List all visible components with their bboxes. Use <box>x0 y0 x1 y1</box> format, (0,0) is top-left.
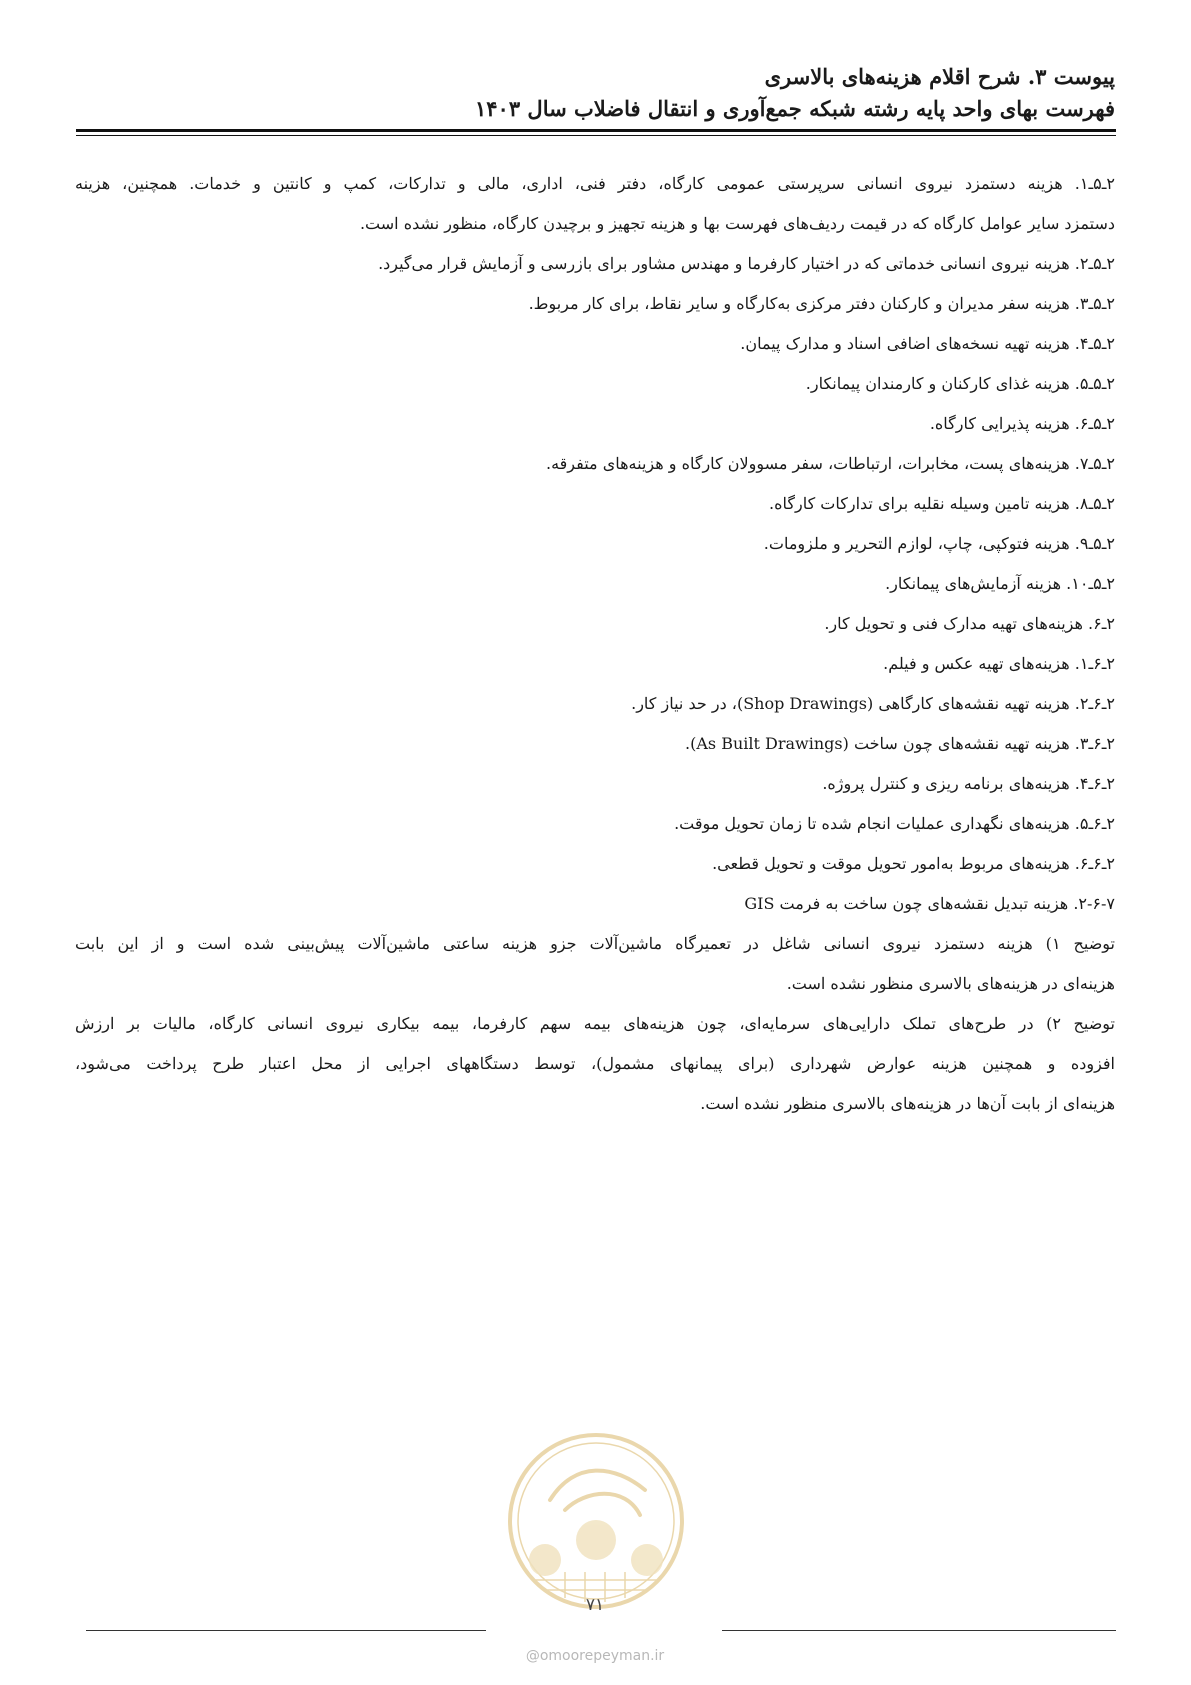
footer-rule-right <box>722 1630 1116 1631</box>
item-2-6-4: ۲ـ۶ـ۴. هزینه‌های برنامه ریزی و کنترل پروژه. <box>822 774 1115 793</box>
item-2-5-4: ۲ـ۵ـ۴. هزینه تهیه نسخه‌های اضافی اسناد و مدارک پیمان. <box>740 334 1115 353</box>
item-line: ۲ـ۵ـ۱. هزینه دستمزد نیروی انسانی سرپرستی عمومی کارگاه، دفتر فنی، اداری، مالی و تدارکات، کمپ و کانتین و خدمات. همچنین، هزینه <box>75 174 1115 193</box>
item-2-5-2: ۲ـ۵ـ۲. هزینه نیروی انسانی خدماتی که در اختیار کارفرما و مهندس مشاور برای بازرسی و آزمایش قرار می‌گیرد. <box>378 254 1115 273</box>
item-text-post: )، در حد نیاز کار. <box>631 694 744 713</box>
item-2-5-1 <box>75 164 1115 244</box>
header-rule-thick <box>76 129 1116 132</box>
item-latin-term: Shop Drawings <box>743 694 867 713</box>
item-2-5-7: ۲ـ۵ـ۷. هزینه‌های پست، مخابرات، ارتباطات، سفر مسوولان کارگاه و هزینه‌های متفرقه. <box>545 454 1115 473</box>
page-number: ۷۱ <box>585 1595 605 1615</box>
item-2-6: ۲ـ۶. هزینه‌های تهیه مدارک فنی و تحویل کار. <box>824 614 1115 633</box>
item-2-5-6: ۲ـ۵ـ۶. هزینه پذیرایی کارگاه. <box>929 414 1115 433</box>
note-line: هزینه‌ای در هزینه‌های بالاسری منظور نشده است. <box>786 974 1115 993</box>
item-2-6-1: ۲ـ۶ـ۱. هزینه‌های تهیه عکس و فیلم. <box>883 654 1115 673</box>
item-text-post: ). <box>685 734 697 753</box>
note-line: هزینه‌ای از بابت آن‌ها در هزینه‌های بالاسری منظور نشده است. <box>700 1094 1115 1113</box>
item-2-6-2 <box>75 684 1115 724</box>
content-body <box>75 164 1115 1124</box>
note-line: افزوده و همچنین هزینه عوارض شهرداری (برای پیمانهای مشمول)، توسط دستگاههای اجرایی از محل اعتبار طرح پرداخت می‌شود، <box>75 1054 1115 1073</box>
note-line: توضیح ۲) در طرح‌های تملک دارایی‌های سرمایه‌ای، چون هزینه‌های بیمه سهم کارفرما، بیمه بیکاری نیروی انسانی کارگاه، مالیات بر ارزش <box>75 1014 1116 1033</box>
item-latin-term: As Built Drawings <box>696 734 843 753</box>
item-text-pre: ۲ـ۶ـ۲. هزینه تهیه نقشه‌های کارگاهی ( <box>867 694 1115 713</box>
item-2-6-5: ۲ـ۶ـ۵. هزینه‌های نگهداری عملیات انجام شده تا زمان تحویل موقت. <box>674 814 1115 833</box>
note-line: توضیح ۱) هزینه دستمزد نیروی انسانی شاغل در تعمیرگاه ماشین‌آلات جزو هزینه ساعتی ماشین‌آلات پیش‌بینی شده است و از این بابت <box>75 934 1116 953</box>
header-subtitle: فهرست بهای واحد پایه رشته شبکه جمع‌آوری و انتقال فاضلاب سال ۱۴۰۳ <box>475 96 1115 121</box>
item-2-6-7 <box>75 884 1115 924</box>
item-2-5-3: ۲ـ۵ـ۳. هزینه سفر مدیران و کارکنان دفتر مرکزی به‌کارگاه و سایر نقاط، برای کار مربوط. <box>528 294 1115 313</box>
item-text-pre: ۲ـ۶ـ۳. هزینه تهیه نقشه‌های چون ساخت ( <box>842 734 1115 753</box>
header-rule-thin <box>76 135 1116 136</box>
item-2-5-8: ۲ـ۵ـ۸. هزینه تامین وسیله نقلیه برای تدارکات کارگاه. <box>769 494 1115 513</box>
omoor-peyman-logo-watermark <box>505 1430 687 1612</box>
item-2-6-6: ۲ـ۶ـ۶. هزینه‌های مربوط به‌امور تحویل موقت و تحویل قطعی. <box>712 854 1115 873</box>
page-header <box>75 62 1115 126</box>
item-2-6-3 <box>75 724 1115 764</box>
note-2 <box>75 1004 1115 1124</box>
item-2-5-5: ۲ـ۵ـ۵. هزینه غذای کارکنان و کارمندان پیمانکار. <box>805 374 1115 393</box>
item-2-5-9: ۲ـ۵ـ۹. هزینه فتوکپی، چاپ، لوازم التحریر و ملزومات. <box>763 534 1115 553</box>
header-title: پیوست ۳. شرح اقلام هزینه‌های بالاسری <box>764 64 1115 89</box>
website-watermark: @omoorepeyman.ir <box>525 1648 665 1664</box>
footer-rule-left <box>86 1630 486 1631</box>
item-latin-term: GIS <box>744 894 775 913</box>
item-line: دستمزد سایر عوامل کارگاه که در قیمت ردیف‌های فهرست بها و هزینه تجهیز و برچیدن کارگاه، منظور نشده است. <box>359 214 1115 233</box>
item-text-pre: ۲-۶-۷. هزینه تبدیل نقشه‌های چون ساخت به فرمت <box>774 894 1115 913</box>
item-2-5-10: ۲ـ۵ـ۱۰. هزینه آزمایش‌های پیمانکار. <box>885 574 1115 593</box>
note-1 <box>75 924 1115 1004</box>
